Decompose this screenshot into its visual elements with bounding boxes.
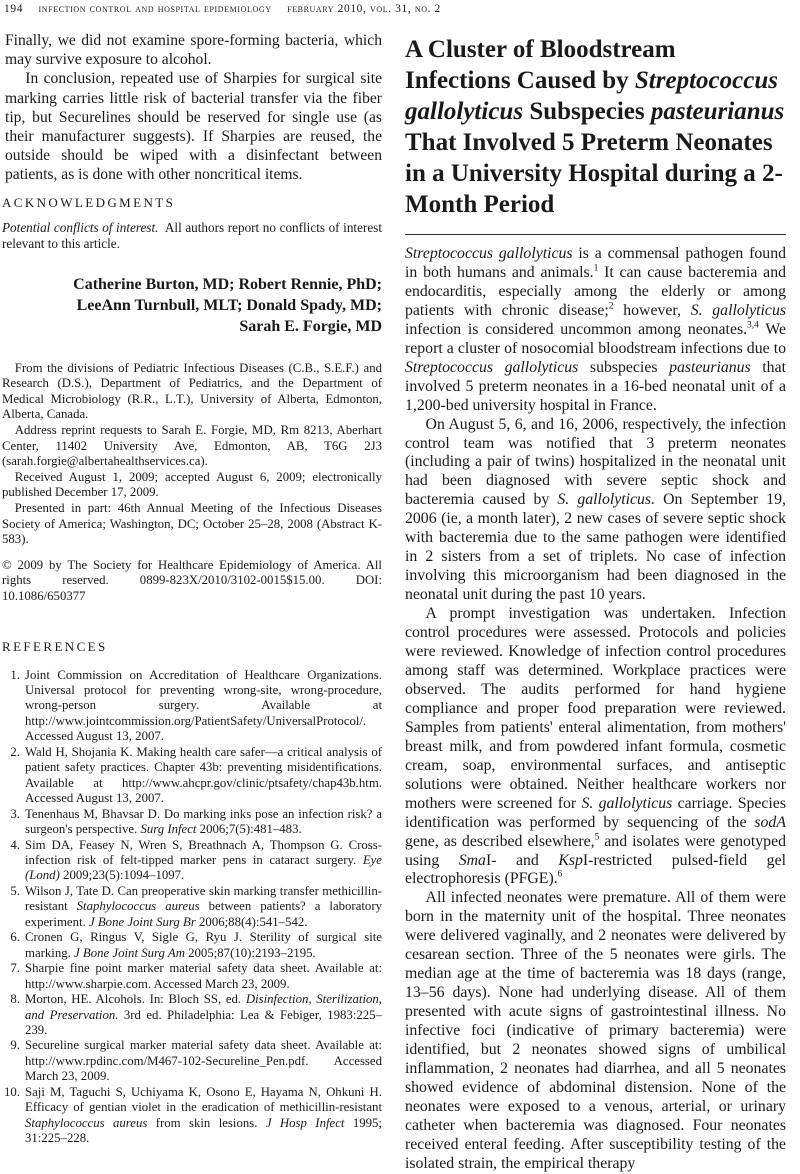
author-line: Catherine Burton, MD; Robert Rennie, PhD; <box>73 275 382 293</box>
author-list <box>2 274 382 337</box>
article-title <box>405 34 786 220</box>
text-run: I- and <box>485 851 559 869</box>
text-run: A prompt investigation was undertaken. Infection control procedures were assessed. Protocols and policies were reviewed. Knowledge of infection control procedures among staff was determined. Workplace practices were observed. The audits performed for hand hygiene compliance and proper food preparation were reviewed. Samples from patients' enteral alimentation, from mothers' breast milk, and from powdered infant formula, cosmetic cream, soap, environmental surfaces, and antiseptic solutions were obtained. Neither healthcare workers nor mothers were screened for <box>405 605 786 812</box>
text-run: gene, as described elsewhere, <box>405 832 595 850</box>
reference-text <box>25 992 382 1038</box>
text-run: Finally, we did not examine spore-forming bacteria, which may survive exposure to alcohol. <box>5 32 382 69</box>
author-line: Sarah E. Forgie, MD <box>239 317 382 335</box>
reference-number: 7. <box>10 961 20 976</box>
paragraph <box>5 31 382 69</box>
italic-text: S. gallolyticus <box>690 301 786 319</box>
reference-item <box>0 884 382 930</box>
text-run: Sim DA, Feasey N, Wren S, Breathnach A, Thompson G. Cross-infection risk of felt-tipped marker pens in cataract surgery. <box>25 837 382 867</box>
italic-text: Streptococcus gallolyticus <box>405 245 573 262</box>
text-run: In conclusion, repeated use of Sharpies for surgical site marking carries little risk of bacterial transfer via the fiber tip, but Securelines should be reserved for single use (as their manufacturer suggests). If Sharpies are reused, the outside should be wiped with a disinfectant between patients, as is done with other noncritical items. <box>5 70 382 184</box>
italic-text: S. gallolyticus. <box>557 491 656 509</box>
reference-number: 2. <box>10 744 20 759</box>
italic-text: J Bone Joint Surg Br <box>88 914 196 929</box>
text-run: 2005;87(10):2193–2195. <box>184 945 316 960</box>
conflicts-label: Potential conflicts of interest. <box>2 219 159 235</box>
reference-number: 10. <box>4 1084 20 1099</box>
journal-name: infection control and hospital epidemiology <box>38 3 272 15</box>
citation-superscript: 1 <box>593 263 599 274</box>
reference-number: 6. <box>10 930 20 945</box>
italic-text: pasteurianus <box>669 358 751 376</box>
text-run: Secureline surgical marker material safety data sheet. Available at: http://www.rpdinc.com/M467-102-Secureline_Pen.pdf. Accessed March 23, 2009. <box>25 1038 382 1084</box>
text-run: that involved 5 preterm neonates in a 16-bed neonatal unit of a 1,200-bed university hospital in France. <box>405 358 786 414</box>
page-number: 194 <box>4 3 24 15</box>
reference-number: 3. <box>10 806 20 821</box>
text-run: We report a cluster of nosocomial bloodstream infections due to <box>405 320 786 357</box>
reference-item <box>0 961 382 992</box>
text-run: subspecies <box>578 358 670 376</box>
paragraph <box>405 245 786 416</box>
reference-text <box>25 1085 382 1147</box>
text-run: carriage. Species identification was performed by sequencing of the <box>405 794 786 831</box>
text-run: from skin lesions. <box>147 1115 266 1130</box>
text-run: Wilson J, Tate D. Can preoperative skin marking transfer methicillin-resistant <box>25 883 382 914</box>
italic-text: Streptococcus gallolyticus <box>405 358 579 376</box>
references-heading: REFERENCES <box>2 638 108 654</box>
reference-text <box>25 1038 382 1084</box>
reference-item <box>0 838 382 884</box>
reference-list <box>0 668 382 1147</box>
reference-item <box>0 745 382 807</box>
italic-text: pasteurianus <box>650 98 785 125</box>
italic-text: Sma <box>458 851 486 869</box>
text-run: and isolates were genotyped using <box>405 832 786 869</box>
affiliations <box>2 361 382 548</box>
author-line: LeeAnn Turnbull, MLT; Donald Spady, MD; <box>76 296 382 314</box>
citation-superscript: 2 <box>608 301 614 312</box>
italic-text: Disinfection, Sterilization, and Preservation. <box>25 992 383 1022</box>
text-run: between patients? a laboratory experiment. <box>25 899 382 929</box>
reference-item <box>0 930 382 961</box>
left-column <box>2 31 386 1147</box>
reprint-address: Address reprint requests to Sarah E. Forgie, MD, Rm 8213, Aberhart Center, 11402 University Ave, Edmonton, AB, T6G 2J3 (sarah.forgie@albertahealthservices.ca). <box>2 423 382 469</box>
paragraph <box>5 69 382 184</box>
article-body <box>405 245 786 1174</box>
italic-text: Staphylococcus aureus <box>76 899 200 914</box>
text-run: 3rd ed. Philadelphia: Lea & Febiger, 1983:225–239. <box>25 1007 382 1037</box>
reference-text <box>25 961 382 992</box>
text-run: 2006;88(4):541–542. <box>195 914 308 929</box>
italic-text: J Hosp Infect <box>265 1115 345 1130</box>
italic-text: Staphylococcus aureus <box>25 1115 148 1130</box>
issue-info: february 2010, vol. 31, no. 2 <box>287 3 441 15</box>
text-run: 1995; 31:225–228. <box>25 1115 382 1146</box>
right-column <box>405 34 786 1174</box>
text-run: On August 5, 6, and 16, 2006, respectively, the infection control team was notified that 3 preterm neonates (including a pair of twins) hospitalized in the neonatal unit had been diagnosed with severe septic shock and bacteremia caused by <box>405 415 786 509</box>
text-run: A Cluster of Bloodstream Infections Caused by <box>405 36 676 94</box>
text-run: Cronen G, Ringus V, Sigle G, Ryu J. Sterility of surgical site marking. <box>25 930 382 960</box>
reference-text <box>25 930 382 961</box>
reference-number: 1. <box>10 667 20 682</box>
text-run: I-restricted pulsed-field gel electrophoresis (PFGE). <box>405 851 786 888</box>
text-run: Wald H, Shojania K. Making health care safer—a critical analysis of patient safety practices. Chapter 43b: preventing misidentifications. Available at http://www.ahcpr.gov/clinic/ptsafety/chap43b.htm. Accessed August 13, 2007. <box>25 744 382 806</box>
paragraph <box>405 416 786 606</box>
text-run: 2006;7(5):481–483. <box>196 822 302 837</box>
acknowledgments-heading: ACKNOWLEDGMENTS <box>2 194 176 210</box>
italic-text: J Bone Joint Surg Am <box>74 945 185 960</box>
reference-number: 8. <box>10 992 20 1007</box>
reference-number: 9. <box>10 1038 20 1053</box>
reference-text <box>25 838 382 884</box>
italic-text: Streptococcus gallolyticus <box>405 67 778 125</box>
received-dates: Received August 1, 2009; accepted August 6, 2009; electronically published December 17, 2009. <box>2 469 382 500</box>
reference-text <box>25 884 382 930</box>
text-run: On September 19, 2006 (ie, a month later), 2 new cases of severe septic shock with bacteremia due to the same pathogen were identified in 2 sisters from a set of triplets. No case of infection involving this microorganism had been diagnosed in the neonatal unit during the past 10 years. <box>405 491 786 604</box>
italic-text: Ksp <box>558 851 583 869</box>
citation-superscript: 3,4 <box>747 320 759 331</box>
citation-superscript: 6 <box>557 870 563 881</box>
italic-text: S. gallolyticus <box>581 794 673 812</box>
running-header <box>4 3 453 15</box>
title-divider <box>405 234 786 235</box>
text-run: Joint Commission on Accreditation of Healthcare Organizations. Universal protocol for preventing wrong-site, wrong-procedure, wrong-person surgery. Available at http://www.jointcommission.org/PatientSafety/UniversalProtocol/. Accessed August 13, 2007. <box>25 667 382 744</box>
text-run: 2009;23(5):1094–1097. <box>59 868 185 883</box>
italic-text: sodA <box>754 813 786 831</box>
text-run: Saji M, Taguchi S, Uchiyama K, Osono E, Hayama N, Ohkuni H. Efficacy of gentian violet in the eradication of methicillin-resistant <box>25 1084 382 1115</box>
citation-superscript: 5 <box>594 832 600 843</box>
text-run: Subspecies <box>523 98 651 125</box>
text-run: Morton, HE. Alcohols. In: Bloch SS, ed. <box>25 992 246 1007</box>
italic-text: Surg Infect <box>140 822 197 837</box>
reference-number: 4. <box>10 837 20 852</box>
text-run: Tenenhaus M, Bhavsar D. Do marking inks pose an infection risk? a surgeon's perspective. <box>25 806 382 837</box>
reference-item <box>0 1038 382 1084</box>
text-run: That Involved 5 Preterm Neonates in a University Hospital during a 2-Month Period <box>405 129 783 218</box>
text-run: All infected neonates were premature. All of them were born in the maternity unit of the hospital. Three neonates were delivered vaginally, and 2 neonates were delivered by cesarean section. Three of the 5 neonates were girls. The median age at the time of bacteremia was 18 days (range, 13–56 days). None had underlying disease. All of them presented with acute signs of gastrointestinal illness. No infective foci (indicative of primary bacteremia) were identified, but 2 neonates showed signs of umbilical inflammation, 2 neonates had diarrhea, and all 5 neonates showed evidence of abdominal distension. None of the neonates were exposed to a venous, arterial, or urinary catheter when bacteremia was diagnosed. Four neonates received enteral feeding. After susceptibility testing of the isolated strain, the empirical therapy <box>405 889 786 1172</box>
previous-article-conclusion <box>2 31 382 185</box>
reference-item <box>0 1085 382 1147</box>
presented-info: Presented in part: 46th Annual Meeting of the Infectious Diseases Society of America; Washington, DC; October 25–28, 2008 (Abstract K-583). <box>2 500 382 547</box>
reference-item <box>0 807 382 838</box>
text-run: however, <box>613 301 691 319</box>
affiliation-divisions: From the divisions of Pediatric Infectious Diseases (C.B., S.E.F.) and Research (D.S.), Department of Pediatrics, and the Department of Medical Microbiology (R.R., L.T.), University of Alberta, Edmonton, Alberta, Canada. <box>2 360 382 422</box>
conflicts-of-interest <box>2 219 386 252</box>
italic-text: Eye (Lond) <box>25 852 382 883</box>
reference-number: 5. <box>10 883 20 898</box>
text-run: Sharpie fine point marker material safety data sheet. Available at: http://www.sharpie.com. Accessed March 23, 2009. <box>25 961 382 991</box>
reference-text <box>25 807 382 838</box>
text-run: infection is considered uncommon among neonates. <box>405 320 748 338</box>
conflicts-text: All authors report no conflicts of interest relevant to this article. <box>2 219 386 251</box>
reference-text <box>25 668 382 745</box>
copyright-notice: © 2009 by The Society for Healthcare Epidemiology of America. All rights reserved. 0899-823X/2010/3102-0015$15.00. DOI: 10.1086/650377 <box>2 557 382 603</box>
reference-item <box>0 992 382 1038</box>
reference-item <box>0 668 382 745</box>
paragraph <box>405 889 786 1173</box>
paragraph <box>405 605 786 889</box>
reference-text <box>25 745 382 807</box>
text-run: is a commensal pathogen found in both humans and animals. <box>405 245 786 281</box>
text-run: It can cause bacteremia and endocarditis, especially among the elderly or among patients with chronic disease; <box>405 263 786 319</box>
